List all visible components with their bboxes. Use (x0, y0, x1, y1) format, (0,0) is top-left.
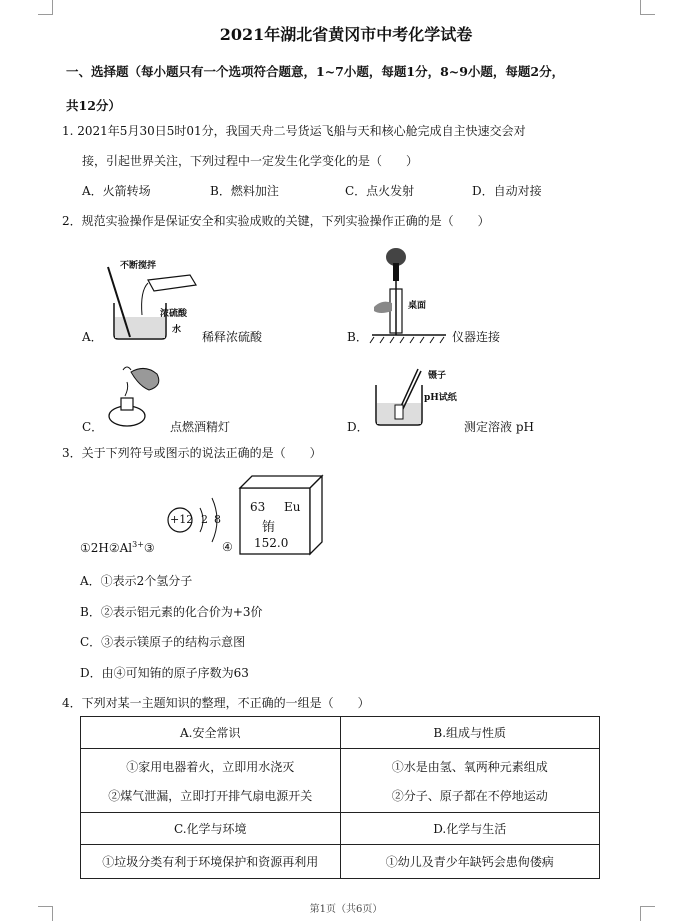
crop-mark-top-left (38, 0, 53, 15)
figure-a-caption: 稀释浓硫酸 (202, 330, 263, 344)
symbols-1-2: ①2H②Al (80, 541, 133, 555)
figure-c-drawing (105, 360, 175, 430)
figure-a-letter: A． (82, 330, 103, 344)
table-header-b: B.组成与性质 (340, 717, 600, 749)
element-symbol: Eu (284, 500, 301, 514)
figure-d-label-paper: pH试纸 (424, 393, 457, 403)
table-header-a: A.安全常识 (81, 717, 341, 749)
question-1-option-b: B．燃料加注 (210, 184, 279, 198)
figure-b-label-desk: 桌面 (408, 301, 427, 311)
figure-c-letter: C． (82, 420, 104, 434)
figure-a-label-stir: 不断搅拌 (120, 261, 157, 271)
symbol-4-marker: ④ (222, 540, 233, 554)
table-cell-a (81, 749, 341, 813)
symbol-3-marker: ③ (143, 541, 155, 555)
atom-shell-2: 8 (214, 513, 221, 526)
figure-a-label-acid: 浓硫酸 (160, 309, 188, 319)
knowledge-table (80, 716, 600, 879)
table-d-item-1: ①幼儿及青少年缺钙会患佝偻病 (340, 845, 600, 879)
figure-d-label-tweezers: 镊子 (428, 371, 447, 381)
table-b-item-1: ①水是由氢、氧两种元素组成 (391, 759, 548, 774)
question-3-option-c: C．③表示镁原子的结构示意图 (80, 635, 246, 649)
table-cell-b (340, 749, 600, 813)
page-title: 2021年湖北省黄冈市中考化学试卷 (219, 25, 473, 44)
table-a-item-2: ②煤气泄漏，立即打开排气扇电源开关 (108, 788, 313, 803)
element-atomic-number: 63 (250, 500, 266, 514)
figure-c-caption: 点燃酒精灯 (170, 420, 231, 434)
section-heading-line1: 一、选择题（每小题只有一个选项符合题意，1~7小题，每题1分，8~9小题，每题2分， (66, 64, 565, 79)
table-a-item-1: ①家用电器着火，立即用水浇灭 (126, 759, 295, 774)
question-3-symbols (80, 540, 155, 555)
question-4-stem: 4．下列对某一主题知识的整理，不正确的一组是（ ） (62, 696, 370, 710)
question-3-option-d: D．由④可知铕的原子序数为63 (80, 666, 249, 680)
question-2-stem: 2．规范实验操作是保证安全和实验成败的关键，下列实验操作正确的是（ ） (62, 214, 490, 228)
question-1-stem-line2: 接，引起世界关注，下列过程中一定发生化学变化的是（ ） (82, 154, 419, 168)
crop-mark-top-right (640, 0, 655, 15)
question-3-option-a: A．①表示2个氢分子 (80, 574, 193, 588)
figure-b-instrument-connection (368, 245, 448, 345)
question-3-stem: 3．关于下列符号或图示的说法正确的是（ ） (62, 446, 322, 460)
atom-shell-1: 2 (201, 513, 208, 526)
figure-d-letter: D． (347, 420, 369, 434)
question-1-option-c: C．点火发射 (345, 184, 415, 198)
table-header-c: C.化学与环境 (81, 813, 341, 845)
figure-b-letter: B． (347, 330, 368, 344)
element-name: 铕 (262, 520, 276, 535)
figure-b-drawing (368, 245, 448, 345)
section-heading-line2: 共12分） (66, 98, 121, 113)
figure-a-label-water: 水 (172, 325, 182, 335)
table-c-item-1: ①垃圾分类有利于环境保护和资源再利用 (81, 845, 341, 879)
figure-b-caption: 仪器连接 (452, 330, 501, 344)
question-1-option-a: A．火箭转场 (82, 184, 151, 198)
question-1-option-d: D．自动对接 (472, 184, 542, 198)
question-3-option-b: B．②表示铝元素的化合价为+3价 (80, 605, 263, 619)
atom-nucleus-charge: +12 (170, 513, 194, 526)
element-atomic-mass: 152.0 (254, 536, 289, 550)
table-header-d: D.化学与生活 (340, 813, 600, 845)
symbol-2-charge: 3+ (132, 540, 144, 549)
table-b-item-2: ②分子、原子都在不停地运动 (391, 788, 548, 803)
figure-c-alcohol-lamp (105, 360, 175, 430)
question-1-stem-line1: 1. 2021年5月30日5时01分，我国天舟二号货运飞船与天和核心舱完成自主快速交会对 (62, 124, 526, 138)
page-footer: 第1页（共6页） (309, 904, 383, 915)
figure-d-caption: 测定溶液 pH (464, 420, 534, 434)
